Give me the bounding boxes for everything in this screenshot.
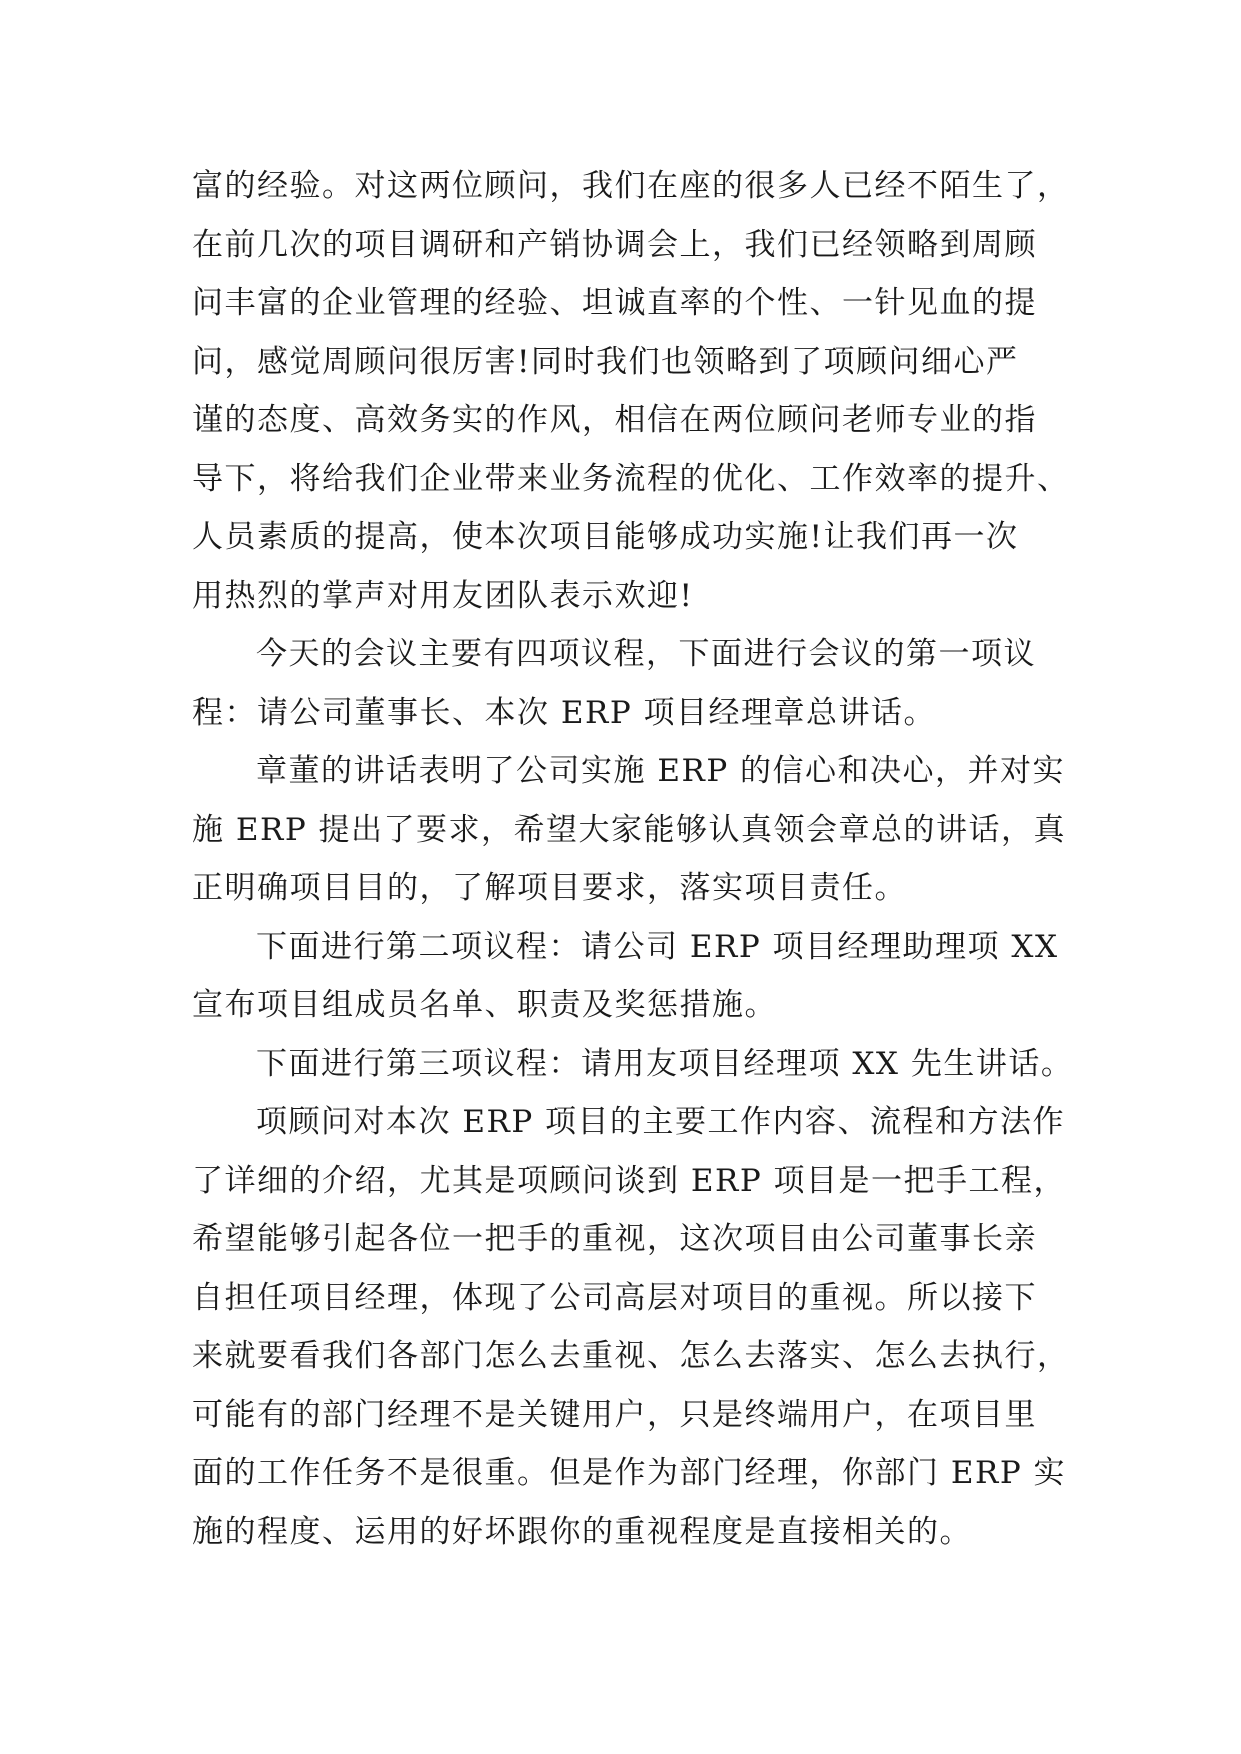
text-line: 施 ERP 提出了要求，希望大家能够认真领会章总的讲话，真: [192, 811, 1067, 848]
text-line: 下面进行第三项议程：请用友项目经理项 XX 先生讲话。: [256, 1045, 1074, 1082]
text-line: 希望能够引起各位一把手的重视，这次项目由公司董事长亲: [192, 1221, 1037, 1257]
text-line: 程：请公司董事长、本次 ERP 项目经理章总讲话。: [192, 694, 937, 731]
text-line: 用热烈的掌声对用友团队表示欢迎!: [192, 577, 694, 614]
text-line: 导下，将给我们企业带来业务流程的优化、工作效率的提升、: [192, 460, 1070, 497]
text-line: 章董的讲话表明了公司实施 ERP 的信心和决心，并对实: [256, 753, 1066, 789]
document-body: [192, 157, 1072, 1561]
text-line: 正明确项目目的，了解项目要求，落实项目责任。: [192, 870, 907, 906]
text-line: 项顾问对本次 ERP 项目的主要工作内容、流程和方法作: [256, 1104, 1066, 1140]
text-line: 今天的会议主要有四项议程，下面进行会议的第一项议: [256, 636, 1036, 672]
text-line: 下面进行第二项议程：请公司 ERP 项目经理助理项 XX: [256, 928, 1059, 965]
text-line: 富的经验。对这两位顾问，我们在座的很多人已经不陌生了，: [192, 168, 1070, 204]
text-line: 了详细的介绍，尤其是项顾问谈到 ERP 项目是一把手工程，: [192, 1162, 1067, 1199]
text-line: 人员素质的提高，使本次项目能够成功实施!让我们再一次: [192, 519, 1019, 555]
text-line: 自担任项目经理，体现了公司高层对项目的重视。所以接下: [192, 1279, 1037, 1316]
text-line: 谨的态度、高效务实的作风，相信在两位顾问老师专业的指: [192, 402, 1037, 438]
text-line: 问丰富的企业管理的经验、坦诚直率的个性、一针见血的提: [192, 285, 1037, 321]
text-line: 问，感觉周顾问很厉害!同时我们也领略到了项顾问细心严: [192, 343, 1019, 380]
text-line: 施的程度、运用的好坏跟你的重视程度是直接相关的。: [192, 1513, 972, 1550]
text-line: 宣布项目组成员名单、职责及奖惩措施。: [192, 987, 777, 1023]
text-line: 在前几次的项目调研和产销协调会上，我们已经领略到周顾: [192, 226, 1037, 263]
text-line: 面的工作任务不是很重。但是作为部门经理，你部门 ERP 实: [192, 1455, 1067, 1491]
text-line: 来就要看我们各部门怎么去重视、怎么去落实、怎么去执行，: [192, 1338, 1070, 1374]
text-line: 可能有的部门经理不是关键用户，只是终端用户，在项目里: [192, 1396, 1037, 1433]
